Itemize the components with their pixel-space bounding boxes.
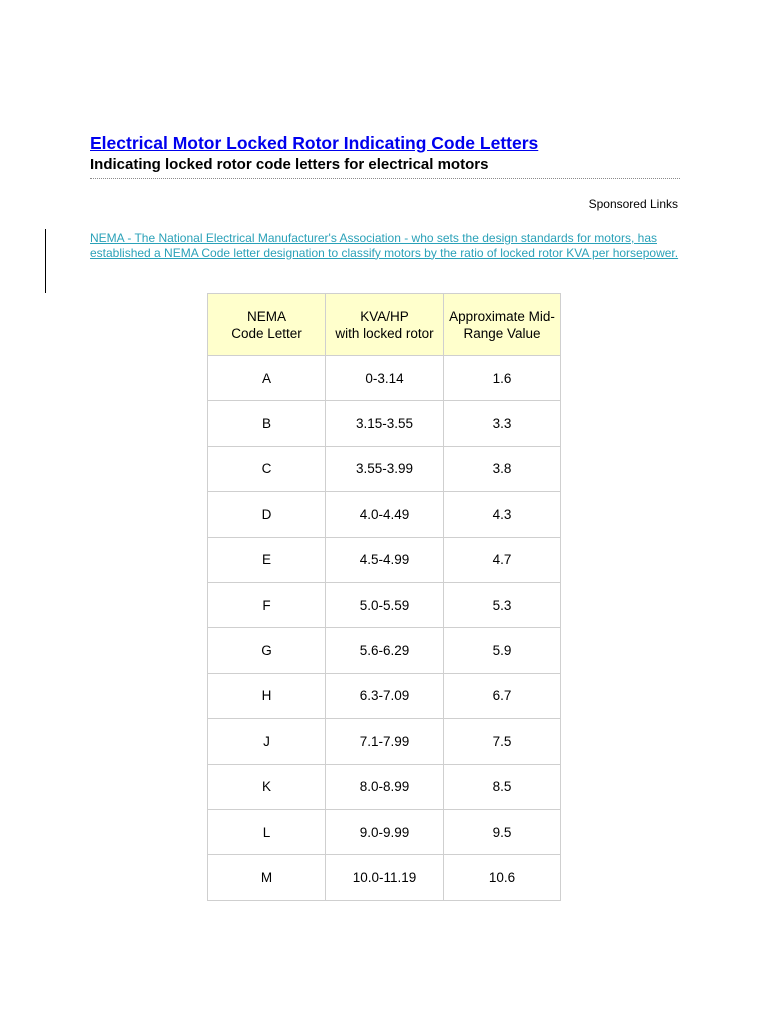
kva-hp-cell: 3.55-3.99: [326, 446, 444, 491]
table-row: [208, 356, 561, 401]
mid-range-cell: 4.3: [444, 492, 561, 537]
mid-range-cell: 8.5: [444, 764, 561, 809]
code-letter-cell: H: [208, 673, 326, 718]
mid-range-cell: 3.8: [444, 446, 561, 491]
mid-range-cell: 5.3: [444, 582, 561, 627]
code-letter-cell: J: [208, 719, 326, 764]
code-letter-cell: E: [208, 537, 326, 582]
table-row: [208, 492, 561, 537]
mid-range-cell: 4.7: [444, 537, 561, 582]
table-row: [208, 673, 561, 718]
code-letter-cell: M: [208, 855, 326, 900]
kva-hp-cell: 10.0-11.19: [326, 855, 444, 900]
header-line: with locked rotor: [335, 325, 434, 341]
dotted-divider: [90, 178, 680, 179]
code-letter-cell: D: [208, 492, 326, 537]
mid-range-cell: 3.3: [444, 401, 561, 446]
header-line: KVA/HP: [360, 308, 409, 324]
code-letter-cell: L: [208, 809, 326, 854]
header-line: Code Letter: [231, 325, 302, 341]
code-letter-cell: K: [208, 764, 326, 809]
kva-hp-cell: 9.0-9.99: [326, 809, 444, 854]
code-letter-cell: A: [208, 356, 326, 401]
table-row: [208, 628, 561, 673]
header-mid-range-value: [444, 294, 561, 356]
kva-hp-cell: 0-3.14: [326, 356, 444, 401]
kva-hp-cell: 8.0-8.99: [326, 764, 444, 809]
header-kva-hp: [326, 294, 444, 356]
text-cursor-mark: [45, 229, 46, 293]
header-line: Approximate Mid-: [449, 308, 555, 324]
header-line: NEMA: [246, 308, 286, 324]
page-subtitle: Indicating locked rotor code letters for electrical motors: [90, 156, 489, 173]
table-row: [208, 719, 561, 764]
code-letter-cell: B: [208, 401, 326, 446]
mid-range-cell: 1.6: [444, 356, 561, 401]
code-letter-cell: F: [208, 582, 326, 627]
mid-range-cell: 6.7: [444, 673, 561, 718]
mid-range-cell: 7.5: [444, 719, 561, 764]
table-row: [208, 582, 561, 627]
kva-hp-cell: 4.0-4.49: [326, 492, 444, 537]
kva-hp-cell: 6.3-7.09: [326, 673, 444, 718]
kva-hp-cell: 5.0-5.59: [326, 582, 444, 627]
mid-range-cell: 5.9: [444, 628, 561, 673]
nema-intro-link[interactable]: NEMA - The National Electrical Manufacturer's Association - who sets the design standards for motors, has established a NEMA Code letter designation to classify motors by the ratio of locked rotor KVA per horsepower.: [90, 231, 679, 260]
table-header-row: [208, 294, 561, 356]
kva-hp-cell: 7.1-7.99: [326, 719, 444, 764]
kva-hp-cell: 3.15-3.55: [326, 401, 444, 446]
table-row: [208, 446, 561, 491]
code-letter-cell: G: [208, 628, 326, 673]
sponsored-links-label: Sponsored Links: [588, 197, 678, 211]
kva-hp-cell: 4.5-4.99: [326, 537, 444, 582]
table-row: [208, 855, 561, 900]
code-letter-cell: C: [208, 446, 326, 491]
header-line: Range Value: [463, 325, 541, 341]
table-row: [208, 537, 561, 582]
mid-range-cell: 10.6: [444, 855, 561, 900]
mid-range-cell: 9.5: [444, 809, 561, 854]
header-code-letter: [208, 294, 326, 356]
table-row: [208, 401, 561, 446]
page-title-link[interactable]: Electrical Motor Locked Rotor Indicating Code Letters: [90, 133, 539, 153]
table-row: [208, 764, 561, 809]
kva-hp-cell: 5.6-6.29: [326, 628, 444, 673]
nema-code-table: [207, 293, 561, 901]
table-row: [208, 809, 561, 854]
